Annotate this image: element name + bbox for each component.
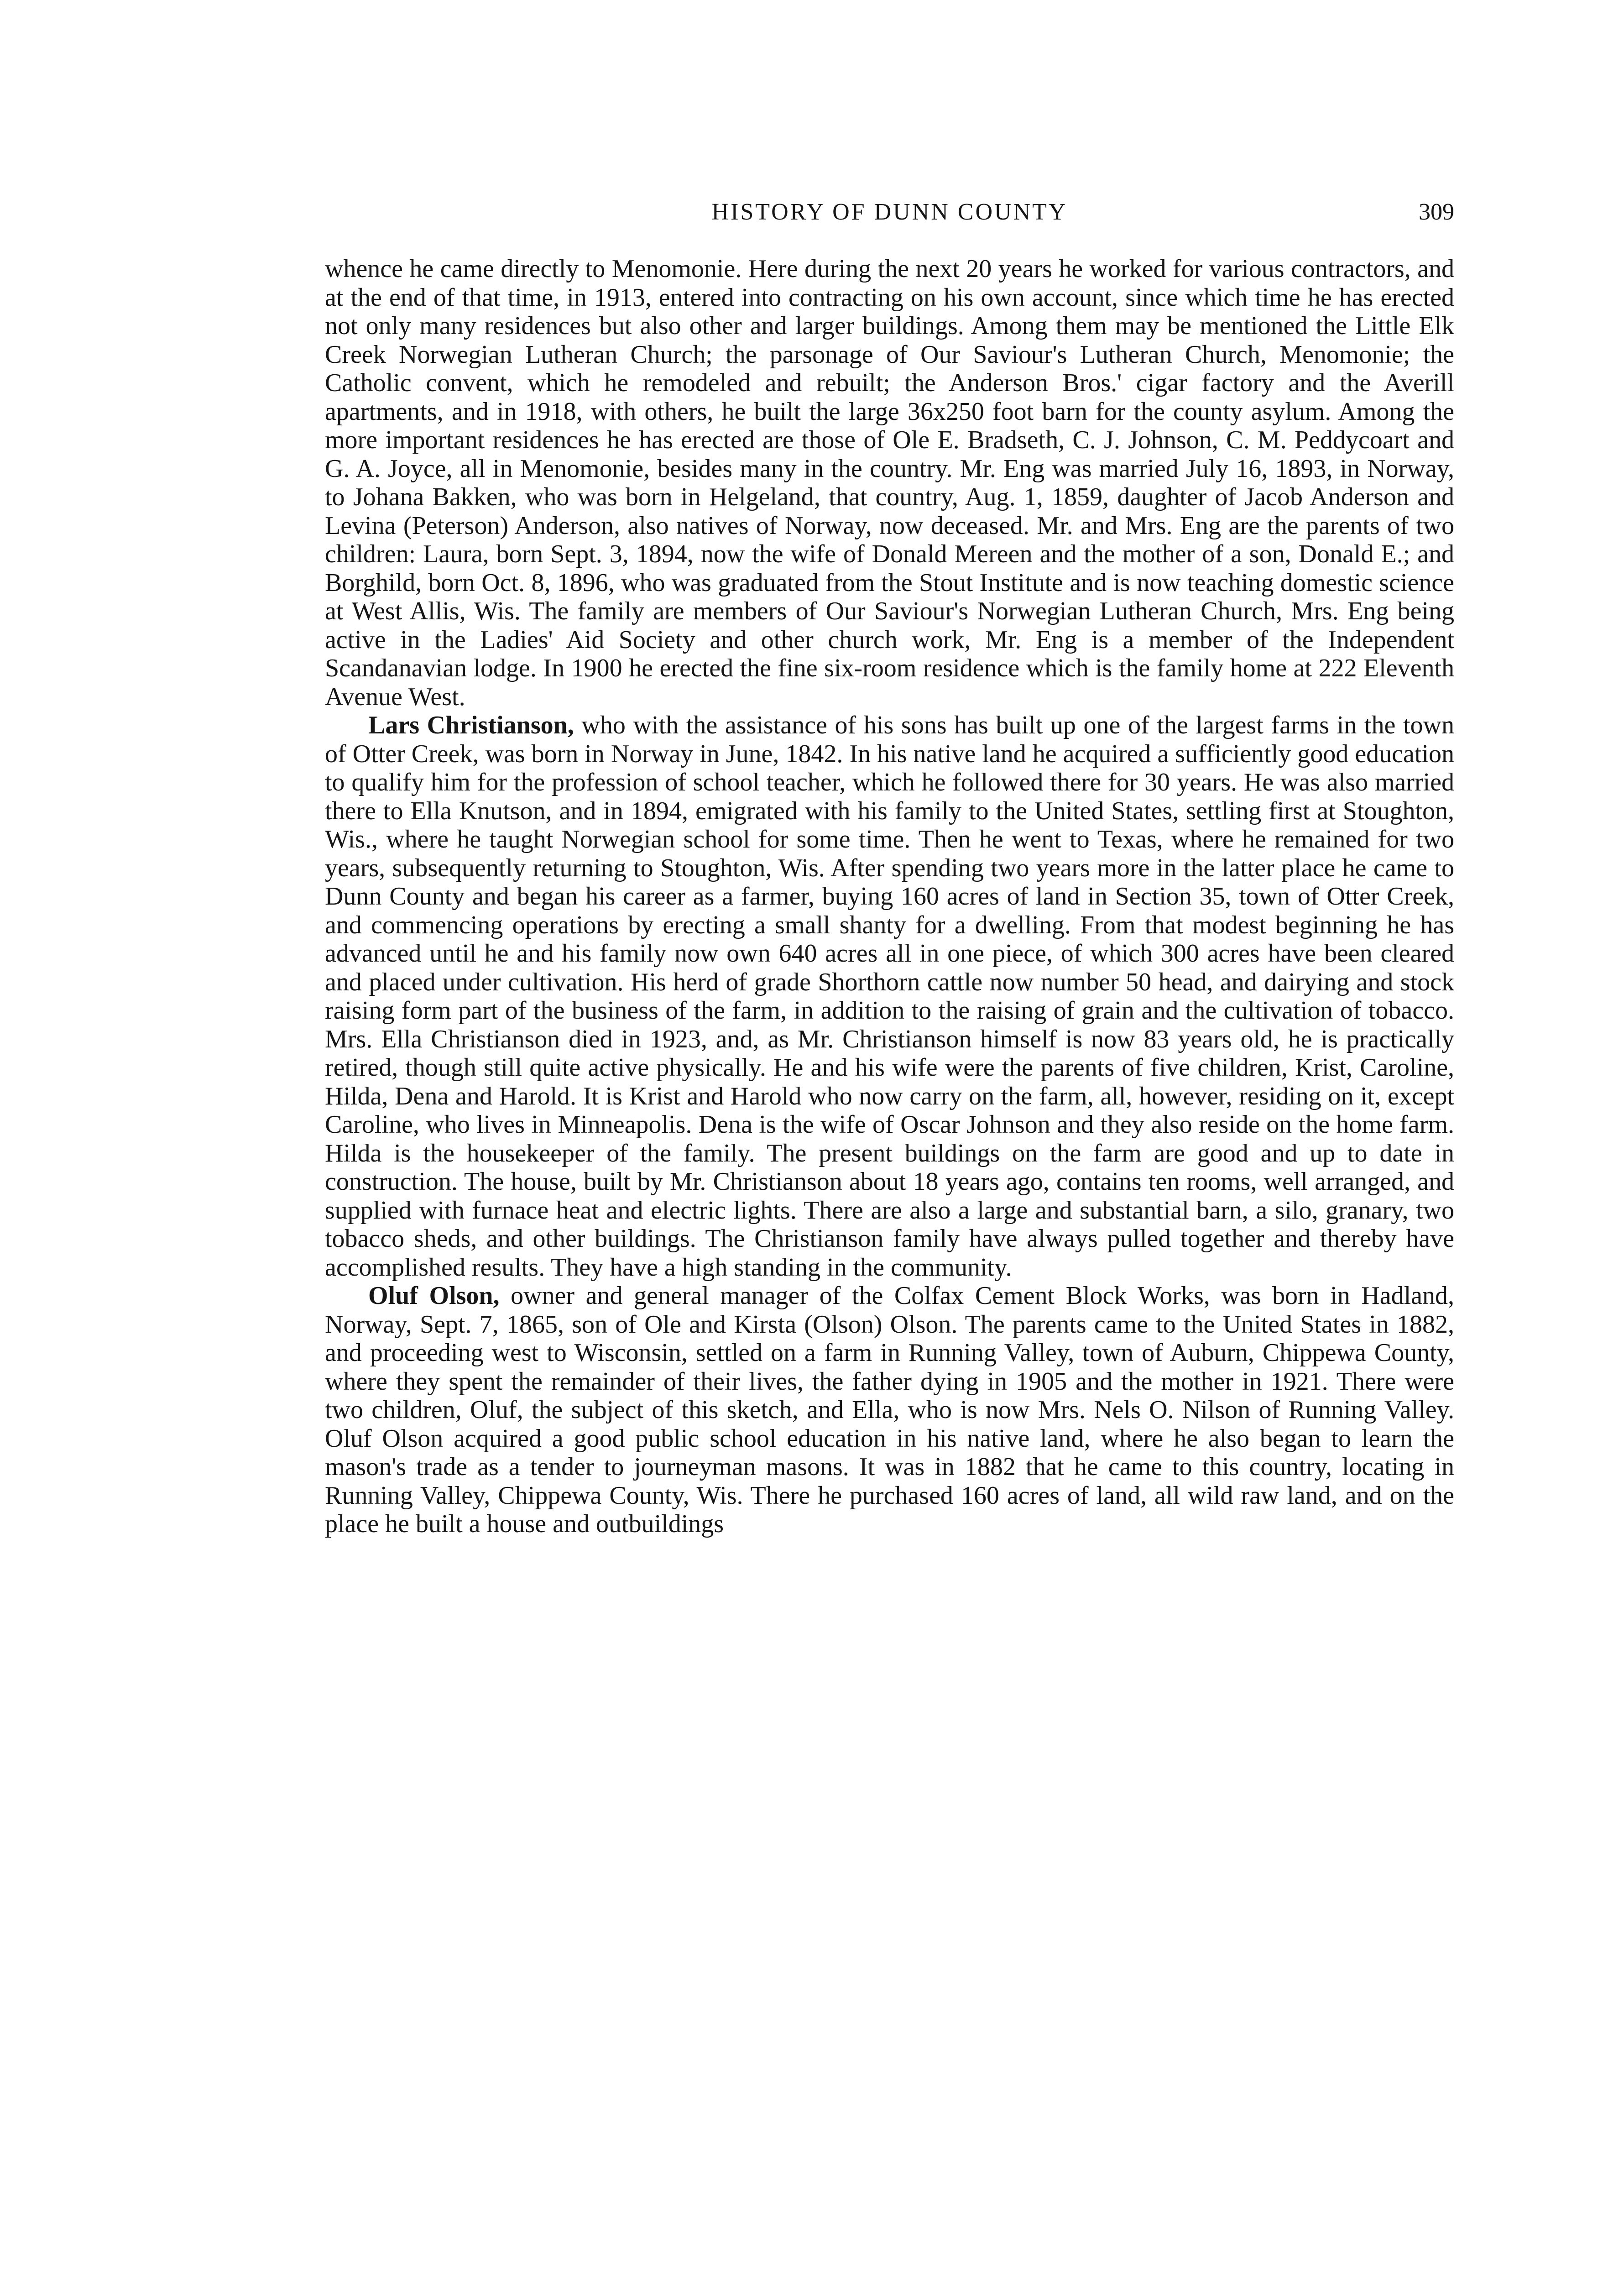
running-title: HISTORY OF DUNN COUNTY (711, 199, 1068, 225)
biography-name: Lars Christianson, (368, 711, 574, 739)
page-number: 309 (1419, 199, 1454, 225)
body-text (325, 255, 1454, 1539)
biography-name: Oluf Olson, (368, 1282, 500, 1310)
paragraph-lars-christianson (325, 711, 1454, 1282)
paragraph-eng-continued (325, 255, 1454, 711)
paragraph-text: owner and general manager of the Colfax Cement Block Works, was born in Hadland, Norway, Sept. 7, 1865, son of Ole and Kirsta (Olson) Olson. The parents came to the United States in 1882, and proceeding west to Wisconsin, settled on a farm in Running Valley, town of Auburn, Chippewa County, where they spent the remainder of their lives, the father dying in 1905 and the mother in 1921. There were two children, Oluf, the subject of this sketch, and Ella, who is now Mrs. Nels O. Nilson of Running Valley. Oluf Olson acquired a good public school education in his native land, where he also began to learn the mason's trade as a tender to journeyman masons. It was in 1882 that he came to this country, locating in Running Valley, Chippewa County, Wis. There he purchased 160 acres of land, all wild raw land, and on the place he built a house and outbuildings (325, 1282, 1454, 1538)
page-header (325, 196, 1454, 228)
paragraph-oluf-olson (325, 1282, 1454, 1539)
paragraph-text: who with the assistance of his sons has built up one of the largest farms in the town of Otter Creek, was born in Norway in June, 1842. In his native land he acquired a sufficiently good education to qualify him for the profession of school teacher, which he followed there for 30 years. He was also married there to Ella Knutson, and in 1894, emigrated with his family to the United States, settling first at Stoughton, Wis., where he taught Norwegian school for some time. Then he went to Texas, where he remained for two years, subsequently returning to Stoughton, Wis. After spending two years more in the latter place he came to Dunn County and began his career as a farmer, buying 160 acres of land in Section 35, town of Otter Creek, and commencing operations by erecting a small shanty for a dwelling. From that modest beginning he has advanced until he and his family now own 640 acres all in one piece, of which 300 acres have been cleared and placed under cultivation. His herd of grade Shorthorn cattle now number 50 head, and dairying and stock raising form part of the business of the farm, in addition to the raising of grain and the cultivation of tobacco. Mrs. Ella Christianson died in 1923, and, as Mr. Christianson himself is now 83 years old, he is practically retired, though still quite active physically. He and his wife were the parents of five children, Krist, Caroline, Hilda, Dena and Harold. It is Krist and Harold who now carry on the farm, all, however, residing on it, except Caroline, who lives in Minneapolis. Dena is the wife of Oscar Johnson and they also reside on the home farm. Hilda is the housekeeper of the family. The present buildings on the farm are good and up to date in construction. The house, built by Mr. Christianson about 18 years ago, contains ten rooms, well arranged, and supplied with furnace heat and electric lights. There are also a large and substantial barn, a silo, granary, two tobacco sheds, and other buildings. The Christianson family have always pulled together and thereby have accomplished results. They have a high standing in the community. (325, 711, 1454, 1282)
paragraph-text: whence he came directly to Menomonie. Here during the next 20 years he worked for various contractors, and at the end of that time, in 1913, entered into contracting on his own account, since which time he has erected not only many residences but also other and larger buildings. Among them may be mentioned the Little Elk Creek Norwegian Lutheran Church; the parsonage of Our Saviour's Lutheran Church, Menomonie; the Catholic convent, which he remodeled and rebuilt; the Anderson Bros.' cigar factory and the Averill apartments, and in 1918, with others, he built the large 36x250 foot barn for the county asylum. Among the more important residences he has erected are those of Ole E. Bradseth, C. J. Johnson, C. M. Peddycoart and G. A. Joyce, all in Menomonie, besides many in the country. Mr. Eng was married July 16, 1893, in Norway, to Johana Bakken, who was born in Helgeland, that country, Aug. 1, 1859, daughter of Jacob Anderson and Levina (Peterson) Anderson, also natives of Norway, now deceased. Mr. and Mrs. Eng are the parents of two children: Laura, born Sept. 3, 1894, now the wife of Donald Mereen and the mother of a son, Donald E.; and Borghild, born Oct. 8, 1896, who was graduated from the Stout Institute and is now teaching domestic science at West Allis, Wis. The family are members of Our Saviour's Norwegian Lutheran Church, Mrs. Eng being active in the Ladies' Aid Society and other church work, Mr. Eng is a member of the Independent Scandanavian lodge. In 1900 he erected the fine six-room residence which is the family home at 222 Eleventh Avenue West. (325, 255, 1454, 711)
